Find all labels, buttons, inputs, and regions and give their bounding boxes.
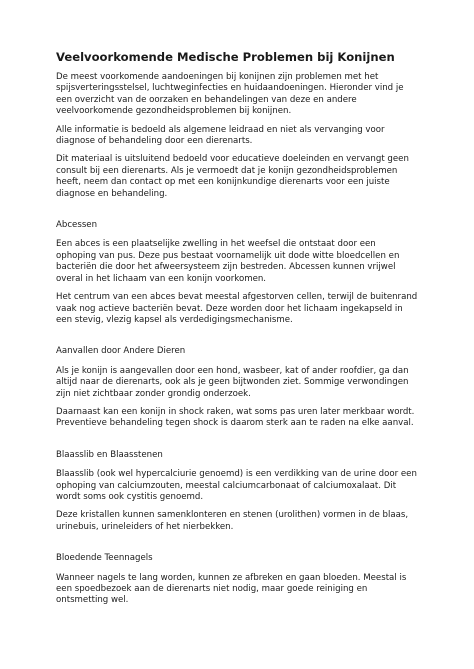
section-paragraph: Blaasslib (ook wel hypercalciurie genoemd) is een verdikking van de urine door een ophoping van calciumzouten, meestal calciumcarbonaat of calciumoxalaat. Dit wordt soms ook cystitis genoemd. (56, 469, 417, 502)
section-paragraph: Wanneer nagels te lang worden, kunnen ze afbreken en gaan bloeden. Meestal is een spoedbezoek aan de dierenarts niet nodig, maar goede reiniging en ontsmetting wel. (56, 572, 407, 606)
section-heading: Bloedende Teennagels (56, 553, 153, 564)
section-blaasslib (56, 450, 418, 533)
section-abcessen (56, 220, 418, 326)
section-heading: Blaasslib en Blaasstenen (56, 449, 163, 460)
section-paragraph: Als je konijn is aangevallen door een hond, wasbeer, kat of ander roofdier, ga dan altijd naar de dierenarts, ook als je geen bijtwonden ziet. Sommige verwondingen zijn niet zichtbaar zonder grondig onderzoek. (56, 365, 409, 399)
document-title: Veelvoorkomende Medische Problemen bij Konijnen (56, 50, 395, 64)
section-paragraph: Een abces is een plaatselijke zwelling in het weefsel die ontstaat door een ophoping van pus. Deze pus bestaat voornamelijk uit dode witte bloedcellen en bacteriën die door het afweersysteem zijn bestreden. Abcessen kunnen vrijwel overal in het lichaam van een konijn voorkomen. (56, 239, 400, 284)
section-paragraph: Deze kristallen kunnen samenklonteren en stenen (urolithen) vormen in de blaas, urinebuis, urineleiders of het nierbekken. (56, 510, 409, 532)
section-paragraph: Het centrum van een abces bevat meestal afgestorven cellen, terwijl de buitenrand vaak nog actieve bacteriën bevat. Deze worden door het lichaam ingekapseld in een stevig, vlezig kapsel als verdedigingsmechanisme. (56, 292, 418, 325)
section-paragraph: Daarnaast kan een konijn in shock raken, wat soms pas uren later merkbaar wordt. Preventieve behandeling tegen shock is daarom sterk aan te raden na elke aanval. (56, 406, 415, 429)
disclaimer-paragraph: Alle informatie is bedoeld als algemene leidraad en niet als vervanging voor diagnose of behandeling door een dierenarts. (56, 124, 385, 147)
section-heading: Aanvallen door Andere Dieren (56, 346, 186, 357)
section-aanvallen (56, 346, 418, 429)
document-page (56, 50, 418, 614)
section-teennagels (56, 553, 418, 607)
educational-notice-paragraph: Dit materiaal is uitsluitend bedoeld voor educatieve doeleinden en vervangt geen consult bij een dierenarts. Als je vermoedt dat je konijn gezondheidsproblemen heeft, neem dan contact op met een konijnkundige dierenarts voor een juiste diagnose en behandeling. (56, 154, 409, 199)
section-heading: Abcessen (56, 220, 98, 231)
intro-paragraph: De meest voorkomende aandoeningen bij konijnen zijn problemen met het spijsverteringsstelsel, luchtweginfecties en huidaandoeningen. Hieronder vind je een overzicht van de oorzaken en behandelingen van deze en andere veelvoorkomende gezondheidsproblemen bij konijnen. (56, 72, 404, 117)
